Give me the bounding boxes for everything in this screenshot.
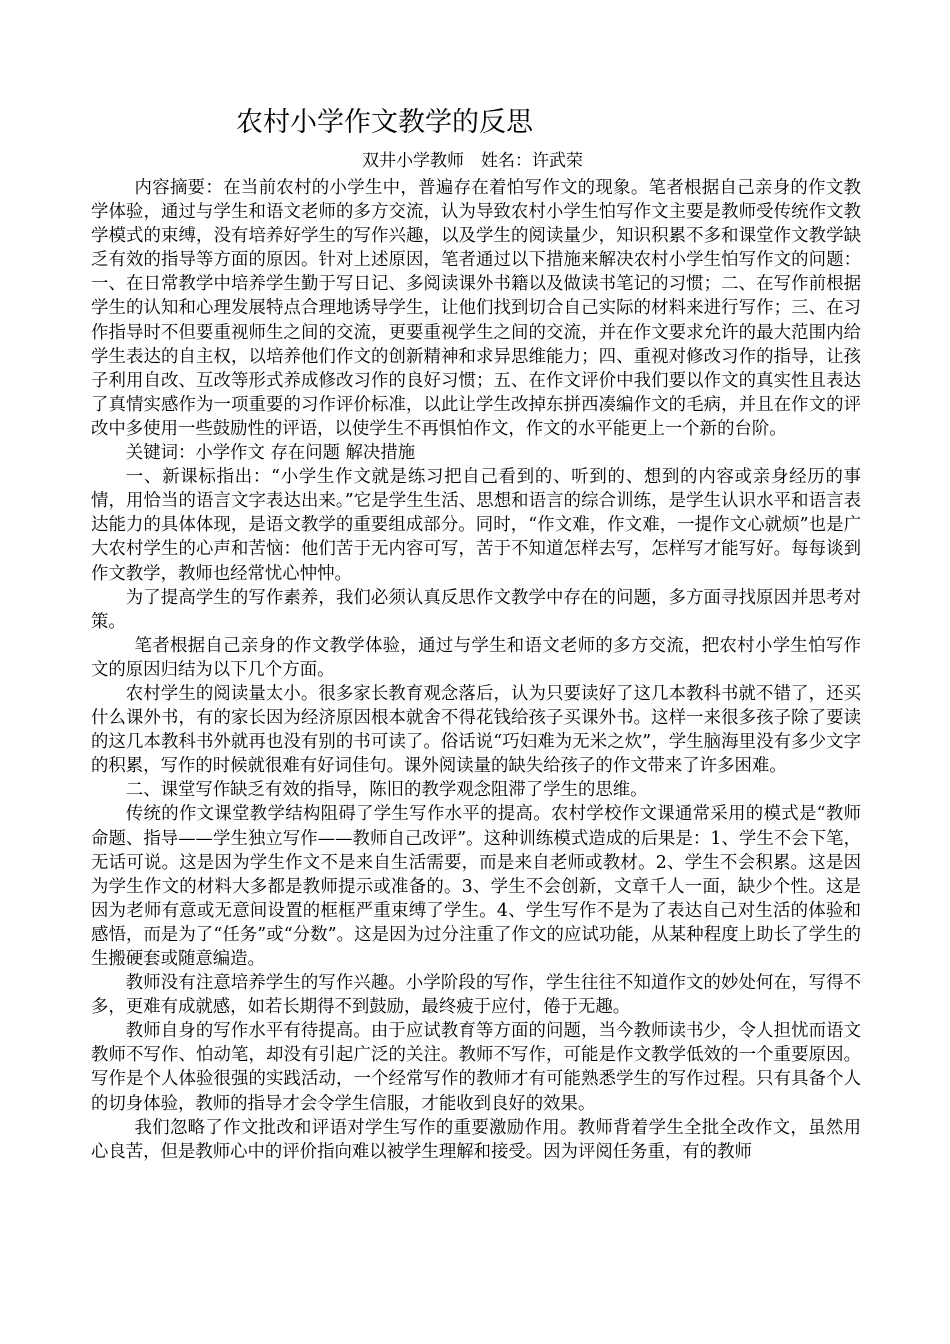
- section-heading-paragraph: 二、课堂写作缺乏有效的指导，陈旧的教学观念阻滞了学生的思维。: [125, 780, 648, 801]
- document-title: 农村小学作文教学的反思: [236, 107, 533, 138]
- body-paragraph: 我们忽略了作文批改和评语对学生写作的重要激励作用。教师背着学生全批全改作文，虽然用心良苦，但是教师心中的评价指向难以被学生理解和接受。因为评阅任务重，有的教师: [91, 1117, 861, 1162]
- body-paragraph: 农村学生的阅读量太小。很多家长教育观念落后，认为只要读好了这几本教科书就不错了，还买什么课外书，有的家长因为经济原因根本就舍不得花钱给孩子买课外书。这样一来很多孩子除了要读的这几本教科书外就再也没有别的书可读了。俗话说“巧妇难为无米之炊”，学生脑海里没有多少文字的积累，写作的时候就很难有好词佳句。课外阅读量的缺失给孩子的作文带来了许多困难。: [91, 683, 861, 777]
- body-paragraph: 一、新课标指出：“小学生作文就是练习把自己看到的、听到的、想到的内容或亲身经历的事情，用恰当的语言文字表达出来。”它是学生生活、思想和语言的综合训练，是学生认识水平和语言表达能力的具体体现，是语文教学的重要组成部分。同时，“作文难，作文难，一提作文心就烦”也是广大农村学生的心声和苦恼：他们苦于无内容可写，苦于不知道怎样去写，怎样写才能写好。每每谈到作文教学，教师也经常忧心忡忡。: [91, 467, 861, 584]
- document-body: [91, 176, 861, 1164]
- body-paragraph: 笔者根据自己亲身的作文教学体验，通过与学生和语文老师的多方交流，把农村小学生怕写作文的原因归结为以下几个方面。: [91, 635, 861, 680]
- body-paragraph: 教师没有注意培养学生的写作兴趣。小学阶段的写作，学生往往不知道作文的妙处何在，写得不多，更难有成就感，如若长期得不到鼓励，最终疲于应付，倦于无趣。: [91, 973, 861, 1018]
- abstract-paragraph: 内容摘要：在当前农村的小学生中，普遍存在着怕写作文的现象。笔者根据自己亲身的作文教学体验，通过与学生和语文老师的多方交流，认为导致农村小学生怕写作文主要是教师受传统作文教学模式的束缚，没有培养好学生的写作兴趣，以及学生的阅读量少，知识积累不多和课堂作文教学缺乏有效的指导等方面的原因。针对上述原因，笔者通过以下措施来解决农村小学生怕写作文的问题：一、在日常教学中培养学生勤于写日记、多阅读课外书籍以及做读书笔记的习惯；二、在写作前根据学生的认知和心理发展特点合理地诱导学生，让他们找到切合自己实际的材料来进行写作；三、在习作指导时不但要重视师生之间的交流，更要重视学生之间的交流，并在作文要求允许的最大范围内给学生表达的自主权，以培养他们作文的创新精神和求异思维能力；四、重视对修改习作的指导，让孩子利用自改、互改等形式养成修改习作的良好习惯；五、在作文评价中我们要以作文的真实性且表达了真情实感作为一项重要的习作评价标准，以此让学生改掉东拼西凑编作文的毛病，并且在作文的评改中多使用一些鼓励性的评语，以使学生不再惧怕作文，作文的水平能更上一个新的台阶。: [91, 178, 861, 439]
- body-paragraph: 为了提高学生的写作素养，我们必须认真反思作文教学中存在的问题，多方面寻找原因并思考对策。: [91, 587, 861, 632]
- body-paragraph: 传统的作文课堂教学结构阻碍了学生写作水平的提高。农村学校作文课通常采用的模式是“教师命题、指导——学生独立写作——教师自己改评”。这种训练模式造成的后果是：1、学生不会下笔，无话可说。这是因为学生作文不是来自生活需要，而是来自老师或教材。2、学生不会积累。这是因为学生作文的材料大多都是教师提示或准备的。3、学生不会创新，文章千人一面，缺少个性。这是因为老师有意或无意间设置的框框严重束缚了学生。4、学生写作不是为了表达自己对生活的体验和感悟，而是为了“任务”或“分数”。这是因为过分注重了作文的应试功能，从某种程度上助长了学生的生搬硬套或随意编造。: [91, 804, 861, 969]
- body-paragraph: 教师自身的写作水平有待提高。由于应试教育等方面的问题，当今教师读书少，令人担忧而语文教师不写作、怕动笔，却没有引起广泛的关注。教师不写作，可能是作文教学低效的一个重要原因。写作是个人体验很强的实践活动，一个经常写作的教师才有可能熟悉学生的写作过程。只有具备个人的切身体验，教师的指导才会令学生信服，才能收到良好的效果。: [91, 1021, 861, 1114]
- author-byline: 双井小学教师 姓名：许武荣: [362, 151, 583, 171]
- keywords-paragraph: 关键词：小学作文 存在问题 解决措施: [125, 443, 416, 464]
